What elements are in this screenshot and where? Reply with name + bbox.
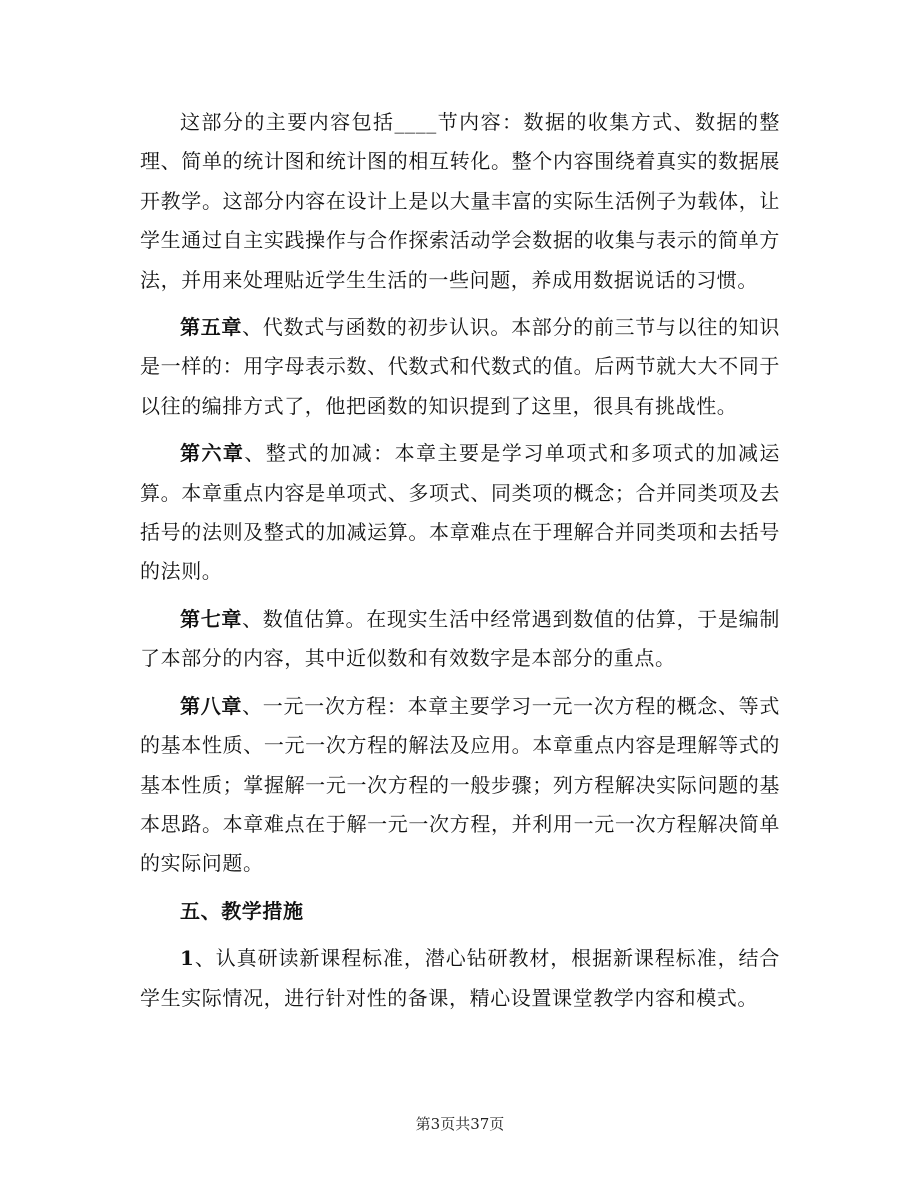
paragraph-measure-1 xyxy=(140,939,780,1018)
chapter-label: 第五章 xyxy=(180,315,243,340)
paragraph-chapter-8 xyxy=(140,687,780,884)
section-heading: 五、教学措施 xyxy=(180,898,304,923)
chapter-label: 第六章 xyxy=(180,441,245,466)
chapter-label: 第七章 xyxy=(180,606,243,631)
paragraph-text: 、认真研读新课程标准，潜心钻研教材，根据新课程标准，结合学生实际情况，进行针对性的备课，精心设置课堂教学内容和模式。 xyxy=(140,946,780,1010)
chapter-label: 第八章 xyxy=(180,693,243,718)
page-footer xyxy=(0,1113,920,1134)
paragraph-chapter-6 xyxy=(140,434,780,592)
paragraph-chapter-5 xyxy=(140,308,780,426)
document-body xyxy=(140,103,780,1026)
measure-number: 1 xyxy=(180,946,195,971)
paragraph-chapter-7 xyxy=(140,600,780,679)
page-number-label: 第3页共37页 xyxy=(415,1115,505,1133)
paragraph-text: 、整式的加减：本章主要是学习单项式和多项式的加减运算。本章重点内容是单项式、多项式、同类项的概念；合并同类项及去括号的法则及整式的加减运算。本章难点在于理解合并同类项和去括号的法则。 xyxy=(140,441,781,584)
paragraph-text: 、一元一次方程：本章主要学习一元一次方程的概念、等式的基本性质、一元一次方程的解法及应用。本章重点内容是理解等式的基本性质；掌握解一元一次方程的一般步骤；列方程解决实际问题的基本思路。本章难点在于解一元一次方程，并利用一元一次方程解决简单的实际问题。 xyxy=(140,693,780,876)
paragraph-text: 、代数式与函数的初步认识。本部分的前三节与以往的知识是一样的：用字母表示数、代数式和代数式的值。后两节就大大不同于以往的编排方式了，他把函数的知识提到了这里，很具有挑战性。 xyxy=(140,315,780,418)
paragraph-text: 、数值估算。在现实生活中经常遇到数值的估算，于是编制了本部分的内容，其中近似数和有效数字是本部分的重点。 xyxy=(140,606,780,671)
paragraph-text: 这部分的主要内容包括____节内容：数据的收集方式、数据的整理、简单的统计图和统计图的相互转化。整个内容围绕着真实的数据展开教学。这部分内容在设计上是以大量丰富的实际生活例子为载体，让学生通过自主实践操作与合作探索活动学会数据的收集与表示的简单方法，并用来处理贴近学生生活的一些问题，养成用数据说话的习惯。 xyxy=(140,110,780,292)
paragraph-data-collection xyxy=(140,103,780,300)
